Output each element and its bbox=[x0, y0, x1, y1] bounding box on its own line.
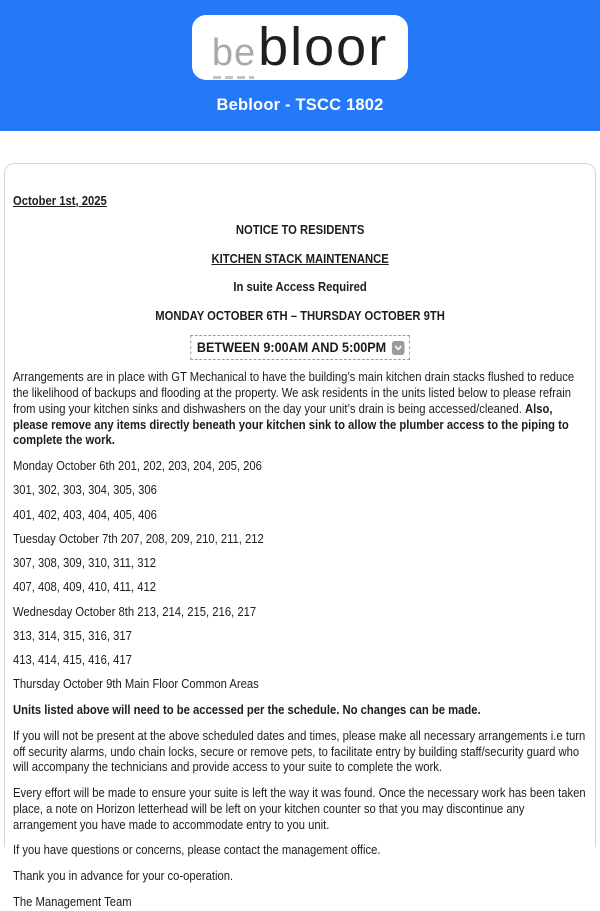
questions-paragraph: If you have questions or concerns, please contact the management office. bbox=[13, 843, 381, 858]
schedule-line: 307, 308, 309, 310, 311, 312 bbox=[13, 556, 157, 571]
time-window-label: BETWEEN 9:00AM AND 5:00PM bbox=[196, 338, 387, 355]
chevron-down-icon bbox=[392, 341, 405, 355]
schedule-line: Wednesday October 8th 213, 214, 215, 216, 217 bbox=[13, 604, 257, 619]
intro-text-normal: Arrangements are in place with GT Mechanical to have the building’s main kitchen drain stacks flushed to reduce the likelihood of backups and flooding at the property. We ask residents in the units listed below to please refrain from using your kitchen sinks and dishwashers on the day your unit’s drain is being accessed/cleaned. bbox=[13, 370, 575, 416]
heading-maintenance-dates: MONDAY OCTOBER 6TH – THURSDAY OCTOBER 9TH bbox=[155, 309, 445, 323]
schedule-line: Monday October 6th 201, 202, 203, 204, 205, 206 bbox=[13, 459, 262, 474]
schedule-line: 313, 314, 315, 316, 317 bbox=[13, 628, 132, 643]
heading-kitchen-stack-maintenance: KITCHEN STACK MAINTENANCE bbox=[211, 251, 389, 266]
schedule-line: 401, 402, 403, 404, 405, 406 bbox=[13, 507, 157, 522]
intro-text-bold: Also, please remove any items directly beneath your kitchen sink to allow the plumber access to the piping to complete the work. bbox=[13, 401, 569, 448]
notice-body bbox=[13, 194, 587, 911]
heading-notice-to-residents: NOTICE TO RESIDENTS bbox=[235, 222, 365, 237]
time-window-dropdown[interactable] bbox=[191, 335, 410, 361]
intro-paragraph bbox=[13, 370, 587, 449]
signature: The Management Team bbox=[13, 894, 132, 909]
email-header bbox=[0, 0, 600, 131]
schedule-line: 407, 408, 409, 410, 411, 412 bbox=[13, 580, 157, 595]
logo-be-wrap bbox=[212, 34, 256, 72]
newsletter-title: Bebloor - TSCC 1802 bbox=[216, 96, 384, 114]
bebloor-logo bbox=[192, 15, 408, 80]
time-window-row bbox=[13, 335, 587, 361]
arrangements-paragraph: If you will not be present at the above scheduled dates and times, please make all necessary arrangements i.e turn off security alarms, undo chain locks, secure or remove pets, to facilitate entry by building staff/security guard who will accompany the technicians and provide access to your suite to complete the work. bbox=[13, 728, 586, 775]
schedule-line: Tuesday October 7th 207, 208, 209, 210, 211, 212 bbox=[13, 531, 264, 546]
schedule-line: 301, 302, 303, 304, 305, 306 bbox=[13, 483, 157, 498]
notice-card bbox=[4, 163, 596, 909]
no-changes-statement: Units listed above will need to be accessed per the schedule. No changes can be made. bbox=[13, 703, 481, 718]
schedule-line: Thursday October 9th Main Floor Common Areas bbox=[13, 677, 259, 692]
logo-text-bloor: bloor bbox=[258, 17, 389, 77]
thanks-paragraph: Thank you in advance for your co-operation. bbox=[13, 869, 234, 884]
every-effort-paragraph: Every effort will be made to ensure your suite is left the way it was found. Once the necessary work has been taken place, a note on Horizon letterhead will be left on your kitchen counter so that you may discontinue any arrangement you have made to accommodate entry to you unit. bbox=[13, 786, 586, 832]
schedule-line: 413, 414, 415, 416, 417 bbox=[13, 653, 132, 668]
logo-text-be: be bbox=[211, 32, 257, 74]
notice-date: October 1st, 2025 bbox=[13, 194, 107, 208]
heading-in-suite-access: In suite Access Required bbox=[233, 280, 367, 295]
bebloor-logo-text bbox=[211, 17, 389, 80]
logo-dashes-underline bbox=[213, 76, 254, 79]
